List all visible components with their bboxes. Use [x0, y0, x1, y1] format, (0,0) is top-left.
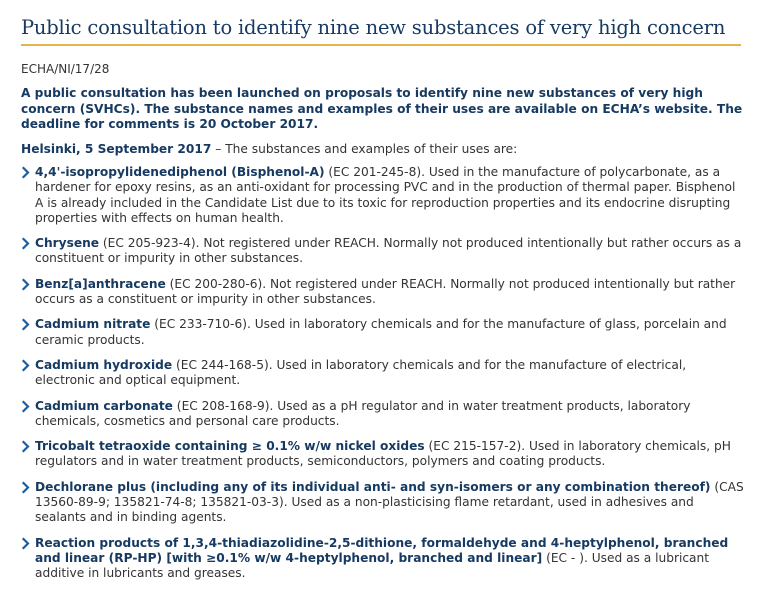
substance-description: (EC - ). Used as a lubricant additive in lubricants and greases. [35, 550, 710, 581]
substance-description: (EC 200-280-6). Not registered under REACH. Normally not produced intentionally but rather occurs as a constituent or impurity in other substances. [35, 276, 736, 307]
substance-item [21, 439, 745, 470]
substance-name: Cadmium carbonate [35, 398, 173, 413]
substance-description: (EC 215-157-2). Used in laboratory chemicals, pH regulators and in water treatment products, semiconductors, polymers and coating products. [35, 439, 731, 469]
chevron-right-icon [21, 440, 31, 453]
substance-name: Benz[a]anthracene [35, 276, 166, 291]
substance-name: 4,4'-isopropylidenediphenol (Bisphenol-A) [35, 165, 325, 179]
substance-description: (EC 201-245-8). Used in the manufacture of polycarbonate, as a hardener for epoxy resins, as an anti-oxidant for processing PVC and in the production of thermal paper. Bisphenol A is already included in the Candidate List due to its toxic for reproduction properties and its endocrine disrupting properties with effects on human health. [35, 165, 736, 225]
lead-paragraph: A public consultation has been launched on proposals to identify nine new substances of very high concern (SVHCs). The substance names and examples of their uses are available on ECHA’s website. The deadline for comments is 20 October 2017. [21, 86, 743, 131]
intro-paragraph [21, 142, 745, 158]
intro-text: – The substances and examples of their uses are: [211, 141, 518, 156]
substance-name: Cadmium hydroxide [35, 357, 173, 372]
chevron-right-icon [21, 481, 31, 494]
substance-description: (EC 208-168-9). Used as a pH regulator and in water treatment products, laboratory chemicals, cosmetics and personal care products. [35, 398, 691, 428]
substance-name: Dechlorane plus (including any of its individual anti- and syn-isomers or any combination thereof) [35, 479, 711, 494]
news-article [21, 0, 745, 592]
page-title: Public consultation to identify nine new substances of very high concern [21, 16, 726, 39]
substance-description: (EC 233-710-6). Used in laboratory chemicals and for the manufacture of glass, porcelain and ceramic products. [35, 317, 727, 347]
substance-item [21, 317, 745, 348]
substance-name: Tricobalt tetraoxide containing ≥ 0.1% w/w nickel oxides [35, 439, 425, 454]
substance-item [21, 165, 745, 226]
chevron-right-icon [21, 359, 31, 372]
substance-name: Reaction products of 1,3,4-thiadiazolidine-2,5-dithione, formaldehyde and 4-heptylphenol, branched and linear (RP-HP) [with ≥0.1% w/w 4-heptylphenol, branched and linear] [35, 535, 729, 565]
substance-name: Cadmium nitrate [35, 317, 151, 332]
reference-number: ECHA/NI/17/28 [21, 62, 110, 76]
substance-item [21, 236, 745, 267]
substance-description: (EC 244-168-5). Used in laboratory chemicals and for the manufacture of electrical, electronic and optical equipment. [35, 357, 687, 388]
substance-item [21, 358, 745, 389]
chevron-right-icon [21, 278, 31, 291]
substance-item [21, 536, 745, 582]
chevron-right-icon [21, 537, 31, 550]
chevron-right-icon [21, 166, 31, 179]
substance-name: Chrysene [35, 236, 100, 251]
chevron-right-icon [21, 318, 31, 331]
dateline: Helsinki, 5 September 2017 [21, 141, 212, 156]
substance-item [21, 480, 745, 526]
substance-item [21, 399, 745, 430]
chevron-right-icon [21, 400, 31, 413]
chevron-right-icon [21, 237, 31, 250]
substance-description: (CAS 13560-89-9; 135821-74-8; 135821-03-3). Used as a non-plasticising flame retardant, used in adhesives and sealants and in binding agents. [35, 479, 744, 525]
title-divider [21, 44, 741, 46]
substance-list [21, 165, 745, 582]
substance-description: (EC 205-923-4). Not registered under REACH. Normally not produced intentionally but rather occurs as a constituent or impurity in other substances. [35, 236, 742, 266]
substance-item [21, 277, 745, 308]
